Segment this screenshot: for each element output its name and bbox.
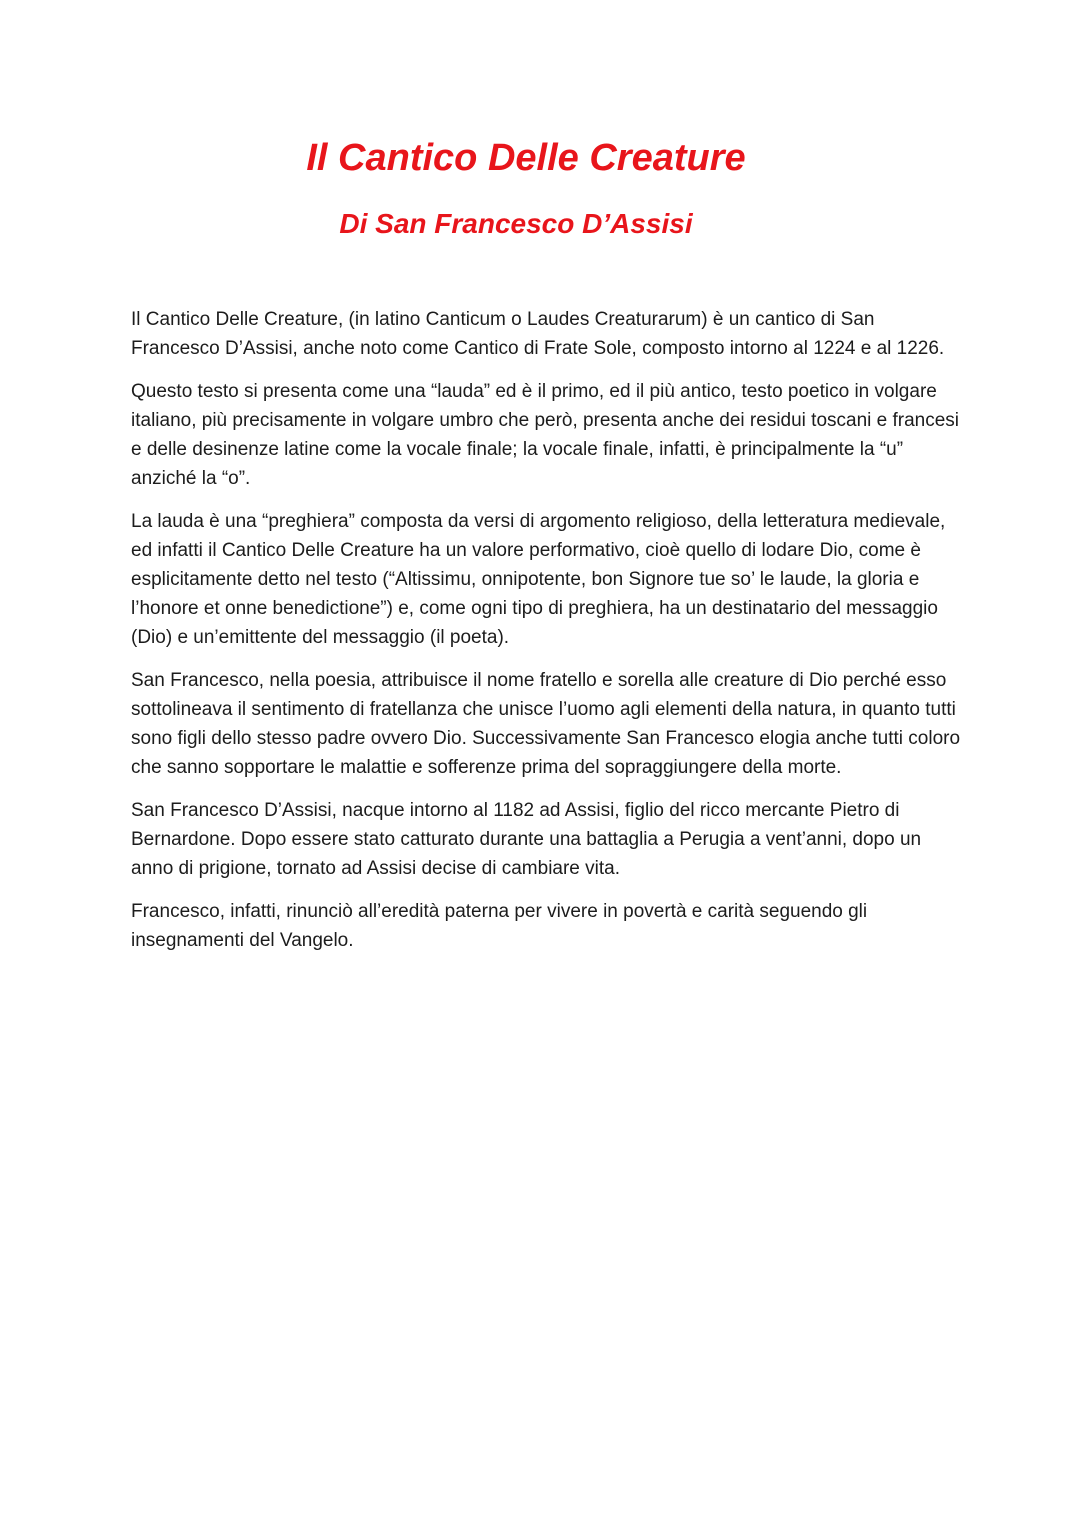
paragraph-biography: San Francesco D’Assisi, nacque intorno al 1182 ad Assisi, figlio del ricco mercante Pietro di Bernardone. Dopo essere stato catturato durante una battaglia a Perugia a vent’anni, dopo un anno di prigione, tornato ad Assisi decise di cambiare vita.: [131, 800, 922, 879]
paragraph-lauda-language: Questo testo si presenta come una “lauda” ed è il primo, ed il più antico, testo poetico in volgare italiano, più precisamente in volgare umbro che però, presenta anche dei residui toscani e francesi e delle desinenze latine come la vocale finale; la vocale finale, infatti, è principalmente la “u” anziché la “o”.: [131, 381, 960, 489]
paragraph-brotherhood: San Francesco, nella poesia, attribuisce il nome fratello e sorella alle creature di Dio perché esso sottolineava il sentimento di fratellanza che unisce l’uomo agli elementi della natura, in quanto tutti sono figli dello stesso padre ovvero Dio. Successivamente San Francesco elogia anche tutti coloro che sanno sopportare le malattie e sofferenze prima del sopraggiungere della morte.: [131, 670, 961, 778]
paragraph-lauda-definition: La lauda è una “preghiera” composta da versi di argomento religioso, della letteratura medievale, ed infatti il Cantico Delle Creature ha un valore performativo, cioè quello di lodare Dio, come è esplicitamente detto nel testo (“Altissimu, onnipotente, bon Signore tue so’ le laude, la gloria e l’honore et onne benedictione”) e, come ogni tipo di preghiera, ha un destinatario del messaggio (Dio) e un’emittente del messaggio (il poeta).: [131, 511, 946, 648]
document-body: [131, 305, 961, 969]
page-title: Il Cantico Delle Creature: [306, 137, 746, 179]
paragraph-intro: Il Cantico Delle Creature, (in latino Canticum o Laudes Creaturarum) è un cantico di San Francesco D’Assisi, anche noto come Cantico di Frate Sole, composto intorno al 1224 e al 1226.: [131, 309, 945, 359]
paragraph-renunciation: Francesco, infatti, rinunciò all’eredità paterna per vivere in povertà e carità seguendo gli insegnamenti del Vangelo.: [131, 901, 868, 951]
page-subtitle: Di San Francesco D’Assisi: [339, 208, 693, 239]
